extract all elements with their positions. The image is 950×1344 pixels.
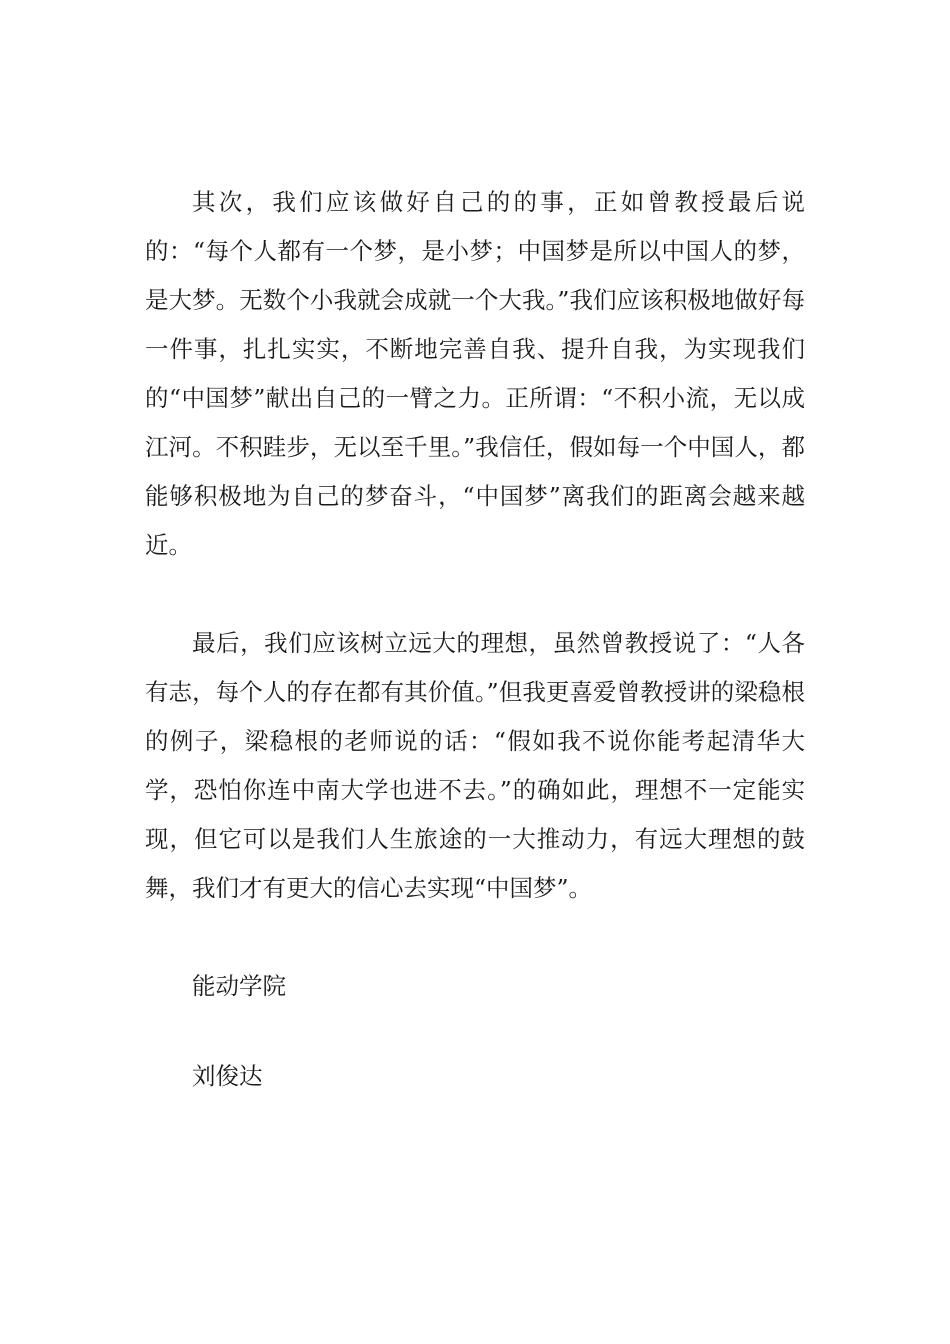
signature-department: 能动学院 bbox=[192, 972, 286, 1000]
document-body bbox=[145, 178, 805, 1101]
signature-author: 刘俊达 bbox=[192, 1062, 263, 1090]
paragraph-1: 其次，我们应该做好自己的的事，正如曾教授最后说的：“每个人都有一个梦，是小梦；中国梦是所以中国人的梦，是大梦。无数个小我就会成就一个大我。”我们应该积极地做好每一件事，扎扎实实，不断地完善自我、提升自我，为实现我们的“中国梦”献出自己的一臂之力。正所谓：“不积小流，无以成江河。不积跬步，无以至千里。”我信任，假如每一个中国人，都能够积极地为自己的梦奋斗，“中国梦”离我们的距离会越来越近。 bbox=[145, 188, 805, 559]
paragraph-2: 最后，我们应该树立远大的理想，虽然曾教授说了：“人各有志，每个人的存在都有其价值。”但我更喜爱曾教授讲的梁稳根的例子，梁稳根的老师说的话：“假如我不说你能考起清华大学，恐怕你连中南大学也进不去。”的确如此，理想不一定能实现，但它可以是我们人生旅途的一大推动力，有远大理想的鼓舞，我们才有更大的信心去实现“中国梦”。 bbox=[145, 629, 805, 902]
